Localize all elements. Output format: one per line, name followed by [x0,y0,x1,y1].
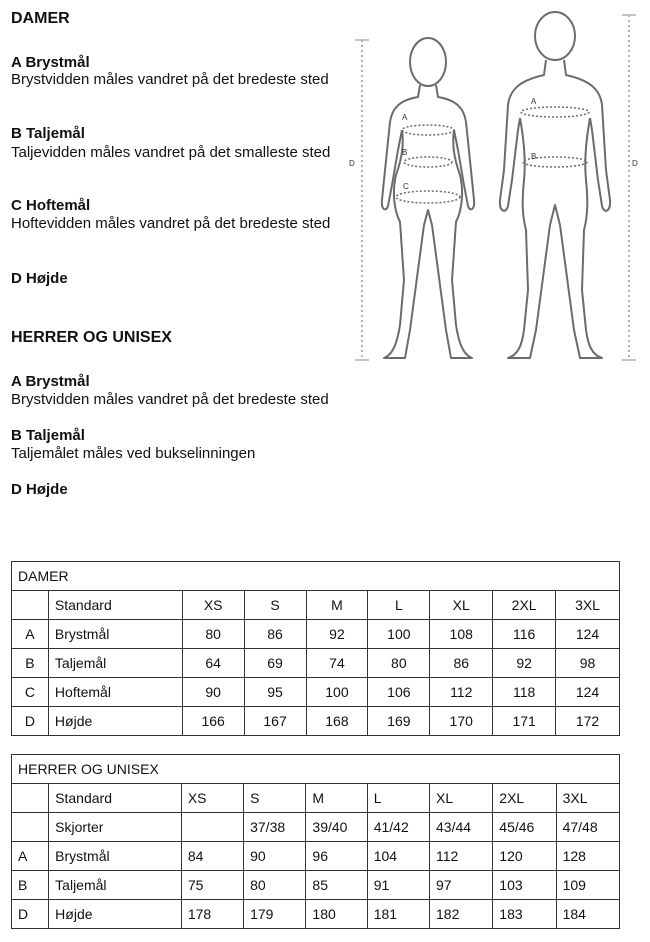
table-cell: Taljemål [49,871,182,900]
table-cell [181,813,243,842]
damer-a-desc: Brystvidden måles vandret på det bredeste sted [11,71,329,88]
table-cell: 181 [367,900,429,929]
man-label-a: A [531,97,537,106]
table-cell: 47/48 [556,813,619,842]
damer-d-title: D Højde [11,270,68,287]
table-cell: 166 [182,707,244,736]
table-cell: 104 [367,842,429,871]
table-cell: 92 [306,620,368,649]
table-cell: 80 [244,871,306,900]
damer-c-title: C Hoftemål [11,197,91,214]
woman-label-b: B [402,148,408,157]
herrer-table-caption: HERRER OG UNISEX [12,755,620,784]
table-row [12,900,620,929]
table-cell: 168 [306,707,368,736]
herrer-header-cell: 3XL [556,784,619,813]
table-cell: 169 [368,707,430,736]
table-cell: Hoftemål [48,678,182,707]
man-height-label-d: D [632,159,638,168]
herrer-header-cell: S [244,784,306,813]
table-cell: 120 [493,842,556,871]
table-cell: 95 [244,678,306,707]
man-silhouette [500,12,610,358]
table-cell: 98 [556,649,620,678]
table-row [12,620,620,649]
table-cell: B [12,871,49,900]
table-cell: 180 [306,900,367,929]
herrer-header-cell: XS [181,784,243,813]
table-cell: 108 [430,620,493,649]
table-cell: 167 [244,707,306,736]
table-cell: D [12,707,49,736]
table-cell: 85 [306,871,367,900]
herrer-section-title: HERRER OG UNISEX [11,329,172,346]
man-label-b: B [531,152,537,161]
table-row [12,842,620,871]
table-cell: 74 [306,649,368,678]
man-chest-line [521,107,589,117]
table-cell: 171 [493,707,556,736]
table-cell: 91 [367,871,429,900]
table-cell: 96 [306,842,367,871]
table-cell: A [12,620,49,649]
table-cell: 97 [430,871,493,900]
table-cell: 39/40 [306,813,367,842]
woman-chest-line [402,125,454,135]
table-cell: Brystmål [49,842,182,871]
herrer-header-row [12,784,620,813]
body-measurement-figure [340,8,650,368]
herrer-size-table [11,754,620,929]
table-cell: 90 [182,678,244,707]
table-cell: 184 [556,900,619,929]
woman-height-label-d: D [349,159,355,168]
table-cell: 45/46 [493,813,556,842]
damer-table-caption: DAMER [12,562,620,591]
damer-header-cell [12,591,49,620]
table-cell: 80 [182,620,244,649]
damer-header-cell: 3XL [556,591,620,620]
table-cell: 100 [368,620,430,649]
table-cell: 37/38 [244,813,306,842]
woman-label-c: C [403,182,409,191]
table-cell: B [12,649,49,678]
herrer-a-desc: Brystvidden måles vandret på det bredeste sted [11,391,329,408]
table-row [12,707,620,736]
table-cell: C [12,678,49,707]
table-cell: 86 [244,620,306,649]
damer-header-cell: 2XL [493,591,556,620]
table-cell: 128 [556,842,619,871]
table-row [12,871,620,900]
damer-header-cell: XS [182,591,244,620]
table-cell: 103 [493,871,556,900]
table-row [12,813,620,842]
table-cell: 178 [181,900,243,929]
herrer-header-cell: Standard [49,784,182,813]
table-cell: 43/44 [430,813,493,842]
table-cell: 118 [493,678,556,707]
woman-label-a: A [402,113,408,122]
table-cell: 84 [181,842,243,871]
table-cell: 90 [244,842,306,871]
table-cell: Højde [48,707,182,736]
herrer-a-title: A Brystmål [11,373,90,390]
herrer-d-title: D Højde [11,481,68,498]
table-cell: 92 [493,649,556,678]
table-cell: 112 [430,678,493,707]
herrer-b-desc: Taljemålet måles ved bukselinningen [11,445,256,462]
damer-caption-row [12,562,620,591]
damer-header-cell: M [306,591,368,620]
damer-a-title: A Brystmål [11,54,90,71]
herrer-header-cell: L [367,784,429,813]
table-cell: 86 [430,649,493,678]
table-cell: 170 [430,707,493,736]
table-cell: 80 [368,649,430,678]
table-cell: Brystmål [48,620,182,649]
woman-hip-line [396,191,460,203]
damer-b-title: B Taljemål [11,125,85,142]
table-cell: 100 [306,678,368,707]
herrer-b-title: B Taljemål [11,427,85,444]
damer-c-desc: Hoftevidden måles vandret på det bredeste sted [11,215,331,232]
table-cell: 124 [556,678,620,707]
table-cell: 182 [430,900,493,929]
table-cell: Taljemål [48,649,182,678]
herrer-caption-row [12,755,620,784]
herrer-header-cell [12,784,49,813]
table-cell: 64 [182,649,244,678]
table-cell: 109 [556,871,619,900]
damer-size-table [11,561,620,736]
damer-header-cell: Standard [48,591,182,620]
damer-header-cell: XL [430,591,493,620]
table-row [12,678,620,707]
herrer-header-cell: M [306,784,367,813]
table-cell: 41/42 [367,813,429,842]
table-row [12,649,620,678]
damer-section-title: DAMER [11,10,70,27]
damer-header-cell: L [368,591,430,620]
table-cell: D [12,900,49,929]
table-cell: 112 [430,842,493,871]
table-cell: 179 [244,900,306,929]
table-cell: 116 [493,620,556,649]
herrer-header-cell: XL [430,784,493,813]
table-cell: 183 [493,900,556,929]
table-cell: Skjorter [49,813,182,842]
table-cell: 124 [556,620,620,649]
table-cell: 69 [244,649,306,678]
table-cell [12,813,49,842]
damer-header-cell: S [244,591,306,620]
woman-waist-line [404,157,452,167]
table-cell: Højde [49,900,182,929]
table-cell: 172 [556,707,620,736]
damer-b-desc: Taljevidden måles vandret på det smalleste sted [11,144,331,161]
table-cell: A [12,842,49,871]
damer-header-row [12,591,620,620]
table-cell: 106 [368,678,430,707]
herrer-header-cell: 2XL [493,784,556,813]
table-cell: 75 [181,871,243,900]
